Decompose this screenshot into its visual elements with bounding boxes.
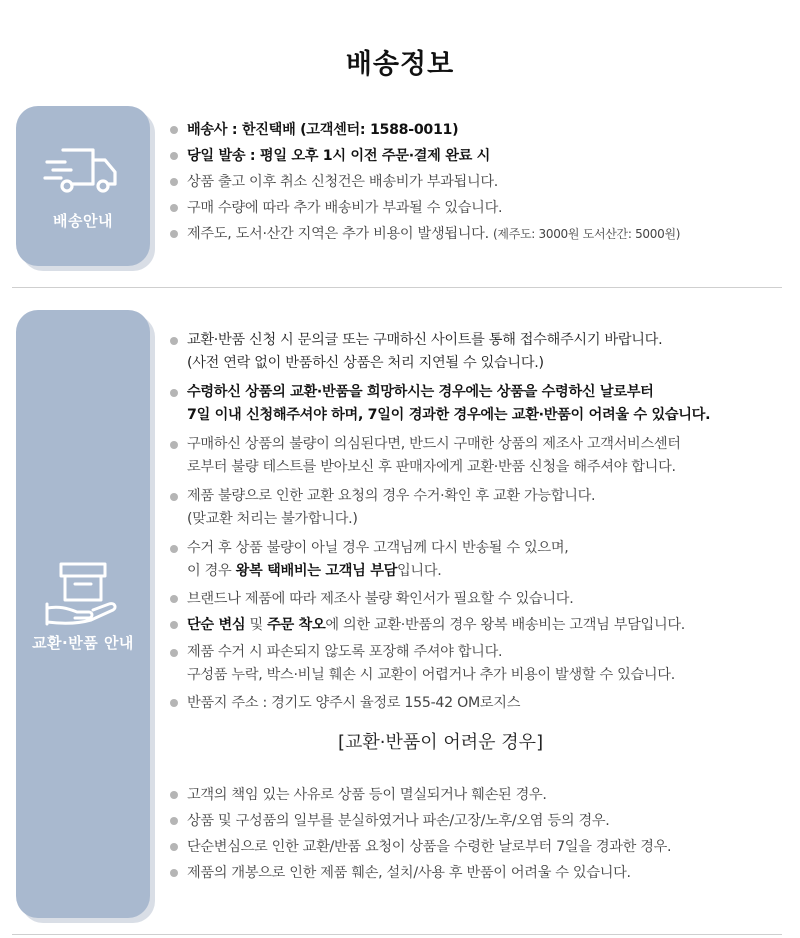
item-emphasis: 왕복 택배비는 고객님 부담 — [235, 563, 398, 579]
difficult-cases-heading: [교환·반품이 어려운 경우] — [338, 732, 544, 753]
item-text: 이 경우 — [187, 563, 236, 579]
difficult-cases-list — [170, 782, 671, 886]
item-line: 구성품 누락, 박스·비닐 훼손 시 교환이 어렵거나 추가 비용이 발생할 수 있습니다. — [187, 667, 675, 683]
item-text: 입니다. — [397, 563, 442, 579]
divider — [12, 934, 782, 935]
item-line: (사전 연락 없이 반품하신 상품은 처리 지연될 수 있습니다.) — [187, 355, 544, 371]
item-line — [187, 560, 710, 583]
list-item: 브랜드나 제품에 따라 제조사 불량 확인서가 필요할 수 있습니다. — [170, 586, 710, 612]
box-hand-icon — [43, 558, 123, 628]
list-item: 당일 발송 : 평일 오후 1시 이전 주문·결제 완료 시 — [170, 143, 680, 169]
shipping-list — [170, 117, 680, 247]
list-item — [170, 612, 710, 638]
divider — [12, 287, 782, 288]
list-item — [170, 482, 710, 534]
list-item — [170, 378, 710, 430]
list-item — [170, 221, 680, 247]
list-item — [170, 326, 710, 378]
item-line: 수령하신 상품의 교환·반품을 희망하시는 경우에는 상품을 수령하신 날로부터 — [187, 384, 654, 400]
item-line: 7일 이내 신청해주셔야 하며, 7일이 경과한 경우에는 교환·반품이 어려울 수 있습니다. — [187, 407, 711, 423]
item-text: 제주도, 도서·산간 지역은 추가 비용이 발생됩니다. — [187, 226, 489, 242]
item-line: 로부터 불량 테스트를 받아보신 후 판매자에게 교환·반품 신청을 해주셔야 합니다. — [187, 459, 676, 475]
item-emphasis: 주문 착오 — [267, 617, 326, 633]
list-item: 단순변심으로 인한 교환/반품 요청이 상품을 수령한 날로부터 7일을 경과한 경우. — [170, 834, 671, 860]
truck-icon — [43, 142, 123, 202]
exchange-list — [170, 326, 710, 716]
item-line: 제품 수거 시 파손되지 않도록 포장해 주셔야 합니다. — [187, 644, 503, 660]
page-title: 배송정보 — [345, 49, 455, 80]
list-item: 상품 및 구성품의 일부를 분실하였거나 파손/고장/노후/오염 등의 경우. — [170, 808, 671, 834]
list-item — [170, 534, 710, 586]
shipping-info-card — [16, 106, 150, 266]
item-text: 에 의한 교환·반품의 경우 왕복 배송비는 고객님 부담입니다. — [325, 617, 685, 633]
list-item: 제품의 개봉으로 인한 제품 훼손, 설치/사용 후 반품이 어려울 수 있습니다. — [170, 860, 671, 886]
list-item — [170, 638, 710, 690]
item-text: 및 — [245, 617, 268, 633]
item-line: 수거 후 상품 불량이 아닐 경우 고객님께 다시 반송될 수 있으며, — [187, 540, 569, 556]
item-emphasis: 단순 변심 — [187, 617, 246, 633]
item-line: 제품 불량으로 인한 교환 요청의 경우 수거·확인 후 교환 가능합니다. — [187, 488, 596, 504]
list-item: 상품 출고 이후 취소 신청건은 배송비가 부과됩니다. — [170, 169, 680, 195]
exchange-info-card — [16, 310, 150, 918]
exchange-card-label: 교환·반품 안내 — [32, 634, 134, 652]
item-note: (제주도: 3000원 도서산간: 5000원) — [493, 227, 681, 241]
list-item: 배송사 : 한진택배 (고객센터: 1588-0011) — [170, 117, 680, 143]
list-item: 반품지 주소 : 경기도 양주시 율정로 155-42 OM로지스 — [170, 690, 710, 716]
list-item — [170, 430, 710, 482]
item-line: 구매하신 상품의 불량이 의심된다면, 반드시 구매한 상품의 제조사 고객서비스센터 — [187, 436, 681, 452]
list-item: 고객의 책임 있는 사유로 상품 등이 멸실되거나 훼손된 경우. — [170, 782, 671, 808]
item-line: (맞교환 처리는 불가합니다.) — [187, 511, 358, 527]
item-line: 교환·반품 신청 시 문의글 또는 구매하신 사이트를 통해 접수해주시기 바랍니다. — [187, 332, 663, 348]
shipping-card-label: 배송안내 — [53, 212, 113, 230]
list-item: 구매 수량에 따라 추가 배송비가 부과될 수 있습니다. — [170, 195, 680, 221]
